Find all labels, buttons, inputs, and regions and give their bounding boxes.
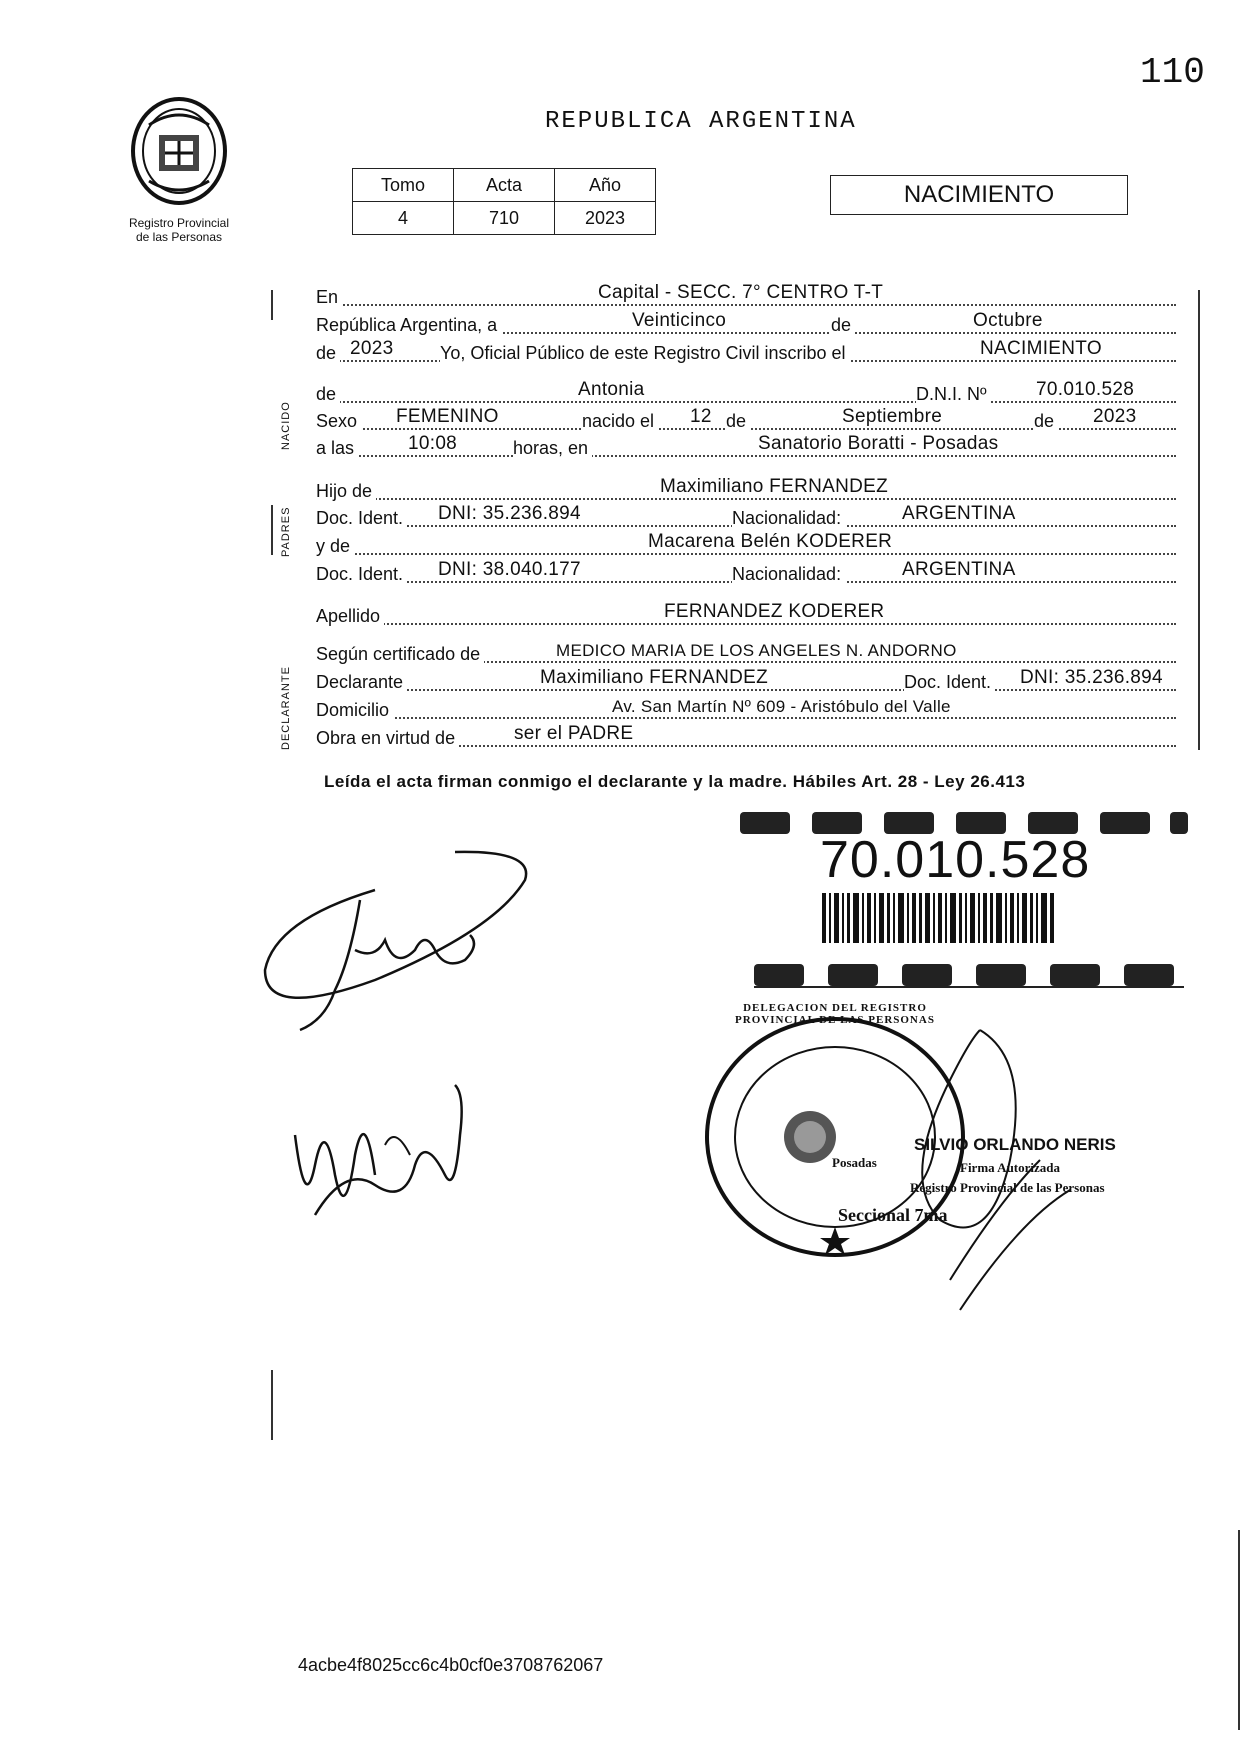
label-de: de — [726, 411, 750, 432]
header-tomo: Tomo — [353, 169, 454, 202]
value-padre-doc: DNI: 35.236.894 — [438, 503, 581, 524]
logo-caption-line1: Registro Provincial — [128, 216, 230, 230]
label-doc-ident: Doc. Ident. — [904, 672, 995, 693]
value-lugar-nac: Sanatorio Boratti - Posadas — [758, 433, 999, 454]
label-y-de: y de — [316, 536, 354, 557]
record-type-box: NACIMIENTO — [830, 175, 1128, 215]
value-dia-nac: 12 — [690, 406, 712, 427]
registry-logo — [120, 95, 238, 244]
row-fecha-acta — [316, 312, 1176, 338]
value-mes-nac: Septiembre — [842, 406, 943, 427]
value-tomo: 4 — [353, 202, 454, 235]
row-inscripcion — [316, 340, 1176, 366]
row-padre — [316, 478, 1176, 504]
row-nombre — [316, 381, 1176, 407]
value-sexo: FEMENINO — [396, 406, 499, 427]
label-a-las: a las — [316, 438, 358, 459]
value-madre-doc: DNI: 38.040.177 — [438, 559, 581, 580]
label-domicilio: Domicilio — [316, 700, 393, 721]
label-dni: D.N.I. Nº — [916, 384, 991, 405]
label-nacionalidad: Nacionalidad: — [732, 508, 845, 529]
value-tipo: NACIMIENTO — [980, 338, 1102, 359]
margin-line — [1238, 1530, 1240, 1730]
row-madre — [316, 533, 1176, 559]
record-table — [352, 168, 656, 235]
value-anio-nac: 2023 — [1093, 406, 1137, 427]
sticker-dni: 70.010.528 — [820, 831, 1091, 889]
value-apellido: FERNANDEZ KODERER — [664, 601, 885, 622]
value-acta: 710 — [454, 202, 555, 235]
label-segun-cert: Según certificado de — [316, 644, 484, 665]
logo-caption-line2: de las Personas — [135, 230, 223, 244]
label-en: En — [316, 287, 342, 308]
row-certificado — [316, 641, 1176, 667]
section-padres: PADRES — [280, 506, 292, 557]
page-number: 110 — [1140, 52, 1205, 93]
value-anio-acta: 2023 — [350, 338, 394, 359]
country-title: REPUBLICA ARGENTINA — [545, 108, 857, 135]
label-yo-oficial: Yo, Oficial Público de este Registro Civil inscribo el — [440, 343, 850, 364]
label-de: de — [316, 343, 340, 364]
row-sexo — [316, 408, 1176, 434]
value-domicilio: Av. San Martín Nº 609 - Aristóbulo del Valle — [612, 697, 951, 716]
value-mes-acta: Octubre — [973, 310, 1043, 331]
row-madre-doc — [316, 561, 1176, 587]
official-role: Firma Autorizada — [960, 1160, 1061, 1175]
row-padre-doc — [316, 505, 1176, 531]
label-hijo-de: Hijo de — [316, 481, 376, 502]
label-sexo: Sexo — [316, 411, 361, 432]
value-madre: Macarena Belén KODERER — [648, 531, 893, 552]
value-padre: Maximiliano FERNANDEZ — [660, 476, 889, 497]
official-name: SILVIO ORLANDO NERIS — [914, 1135, 1116, 1154]
row-lugar — [316, 284, 1176, 310]
provincial-seal-icon — [129, 95, 229, 207]
barcode-icon — [822, 893, 1062, 943]
label-de: de — [1034, 411, 1058, 432]
margin-line — [271, 1370, 273, 1440]
label-rep-arg: República Argentina, a — [316, 315, 501, 336]
stamp-inner-text: Posadas — [832, 1155, 877, 1170]
margin-line — [271, 290, 273, 320]
official-office: Registro Provincial de las Personas — [910, 1180, 1105, 1195]
value-hora: 10:08 — [408, 433, 458, 454]
label-declarante: Declarante — [316, 672, 407, 693]
label-doc-ident: Doc. Ident. — [316, 564, 407, 585]
closing-note: Leída el acta firman conmigo el declarante y la madre. Hábiles Art. 28 - Ley 26.413 — [324, 772, 1026, 791]
signature-official-icon — [860, 1020, 1120, 1320]
signature-madre-icon — [285, 1075, 485, 1235]
value-declarante: Maximiliano FERNANDEZ — [540, 667, 769, 688]
label-nacido-el: nacido el — [582, 411, 658, 432]
label-de: de — [316, 384, 340, 405]
value-obra: ser el PADRE — [514, 723, 634, 744]
section-nacido: NACIDO — [280, 401, 292, 450]
value-padre-nac: ARGENTINA — [902, 503, 1016, 524]
row-obra — [316, 725, 1176, 751]
section-declarante: DECLARANTE — [280, 666, 292, 750]
label-nacionalidad: Nacionalidad: — [732, 564, 845, 585]
header-anio: Año — [555, 169, 656, 202]
label-obra: Obra en virtud de — [316, 728, 459, 749]
label-de: de — [831, 315, 855, 336]
value-certificado: MEDICO MARIA DE LOS ANGELES N. ANDORNO — [556, 641, 957, 660]
value-dni: 70.010.528 — [1036, 379, 1135, 400]
value-madre-nac: ARGENTINA — [902, 559, 1016, 580]
row-declarante — [316, 669, 1176, 695]
stamp-seccion: Seccional 7ma — [838, 1205, 948, 1225]
label-apellido: Apellido — [316, 606, 384, 627]
value-declarante-doc: DNI: 35.236.894 — [1020, 667, 1163, 688]
row-apellido — [316, 603, 1176, 629]
value-nombre: Antonia — [578, 379, 645, 400]
margin-line — [1198, 290, 1200, 750]
label-doc-ident: Doc. Ident. — [316, 508, 407, 529]
margin-line — [271, 505, 273, 555]
label-horas-en: horas, en — [513, 438, 592, 459]
row-domicilio — [316, 697, 1176, 723]
header-acta: Acta — [454, 169, 555, 202]
value-dia-acta: Veinticinco — [632, 310, 727, 331]
document-hash: 4acbe4f8025cc6c4b0cf0e3708762067 — [298, 1655, 604, 1675]
r-pattern-icon — [754, 962, 1184, 988]
value-anio: 2023 — [555, 202, 656, 235]
signature-declarante-icon — [255, 840, 545, 1040]
row-hora — [316, 435, 1176, 461]
stamp-ring-text: DELEGACION DEL REGISTRO PROVINCIAL DE LAS PERSONAS — [735, 1002, 935, 1026]
value-lugar: Capital - SECC. 7° CENTRO T-T — [598, 282, 884, 303]
